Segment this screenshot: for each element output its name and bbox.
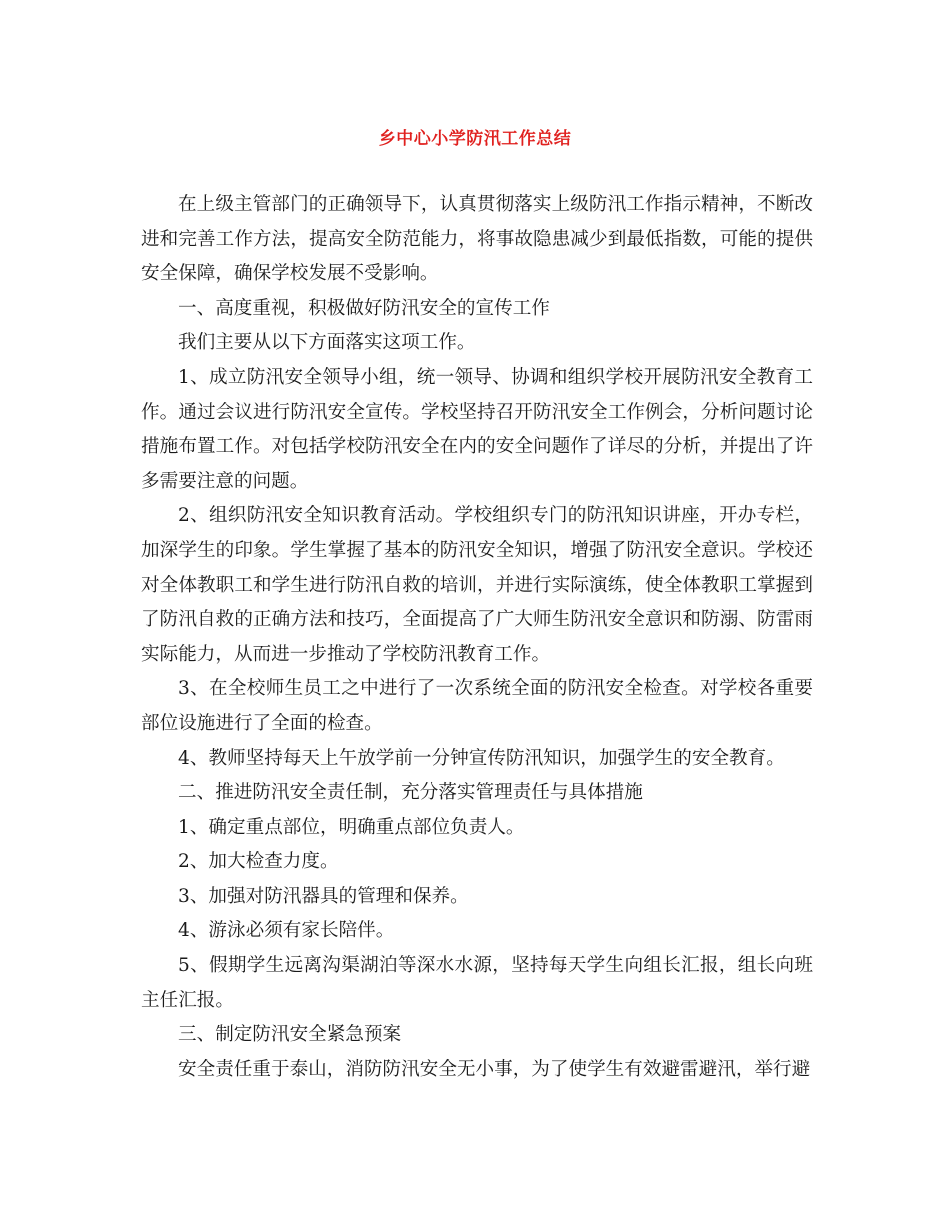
list-item: 4、教师坚持每天上午放学前一分钟宣传防汛知识，加强学生的安全教育。 bbox=[178, 747, 785, 769]
paragraph-intro: 在上级主管部门的正确领导下，认真贯彻落实上级防汛工作指示精神，不断改进和完善工作方法，提高安全防范能力，将事故隐患减少到最低指数，可能的提供安全保障，确保学校发展不受影响。 bbox=[141, 194, 813, 285]
list-item: 1、成立防汛安全领导小组，统一领导、协调和组织学校开展防汛安全教育工作。通过会议进行防汛安全宣传。学校坚持召开防汛安全工作例会，分析问题讨论措施布置工作。对包括学校防汛安全在内的安全问题作了详尽的分析，并提出了许多需要注意的问题。 bbox=[141, 366, 813, 492]
document-body bbox=[141, 188, 813, 1087]
list-item: 2、加大检查力度。 bbox=[178, 851, 339, 873]
section-heading-2: 二、推进防汛安全责任制，充分落实管理责任与具体措施 bbox=[178, 782, 643, 804]
paragraph: 我们主要从以下方面落实这项工作。 bbox=[178, 332, 476, 354]
paragraph: 安全责任重于泰山，消防防汛安全无小事，为了使学生有效避雷避汛，举行避 bbox=[178, 1058, 811, 1080]
section-heading-3: 三、制定防汛安全紧急预案 bbox=[178, 1024, 402, 1046]
section-heading-1: 一、高度重视，积极做好防汛安全的宣传工作 bbox=[178, 297, 550, 319]
list-item: 4、游泳必须有家长陪伴。 bbox=[178, 920, 395, 942]
list-item: 1、确定重点部位，明确重点部位负责人。 bbox=[178, 816, 525, 838]
list-item: 3、加强对防汛器具的管理和保养。 bbox=[178, 885, 469, 907]
list-item: 2、组织防汛安全知识教育活动。学校组织专门的防汛知识讲座，开办专栏，加深学生的印象。学生掌握了基本的防汛安全知识，增强了防汛安全意识。学校还对全体教职工和学生进行防汛自救的培训，并进行实际演练，使全体教职工掌握到了防汛自救的正确方法和技巧，全面提高了广大师生防汛安全意识和防溺、防雷雨实际能力，从而进一步推动了学校防汛教育工作。 bbox=[141, 505, 813, 665]
list-item: 3、在全校师生员工之中进行了一次系统全面的防汛安全检查。对学校各重要部位设施进行了全面的检查。 bbox=[141, 678, 813, 734]
list-item: 5、假期学生远离沟渠湖泊等深水水源，坚持每天学生向组长汇报，组长向班主任汇报。 bbox=[141, 955, 813, 1011]
document-title: 乡中心小学防汛工作总结 bbox=[378, 129, 572, 149]
